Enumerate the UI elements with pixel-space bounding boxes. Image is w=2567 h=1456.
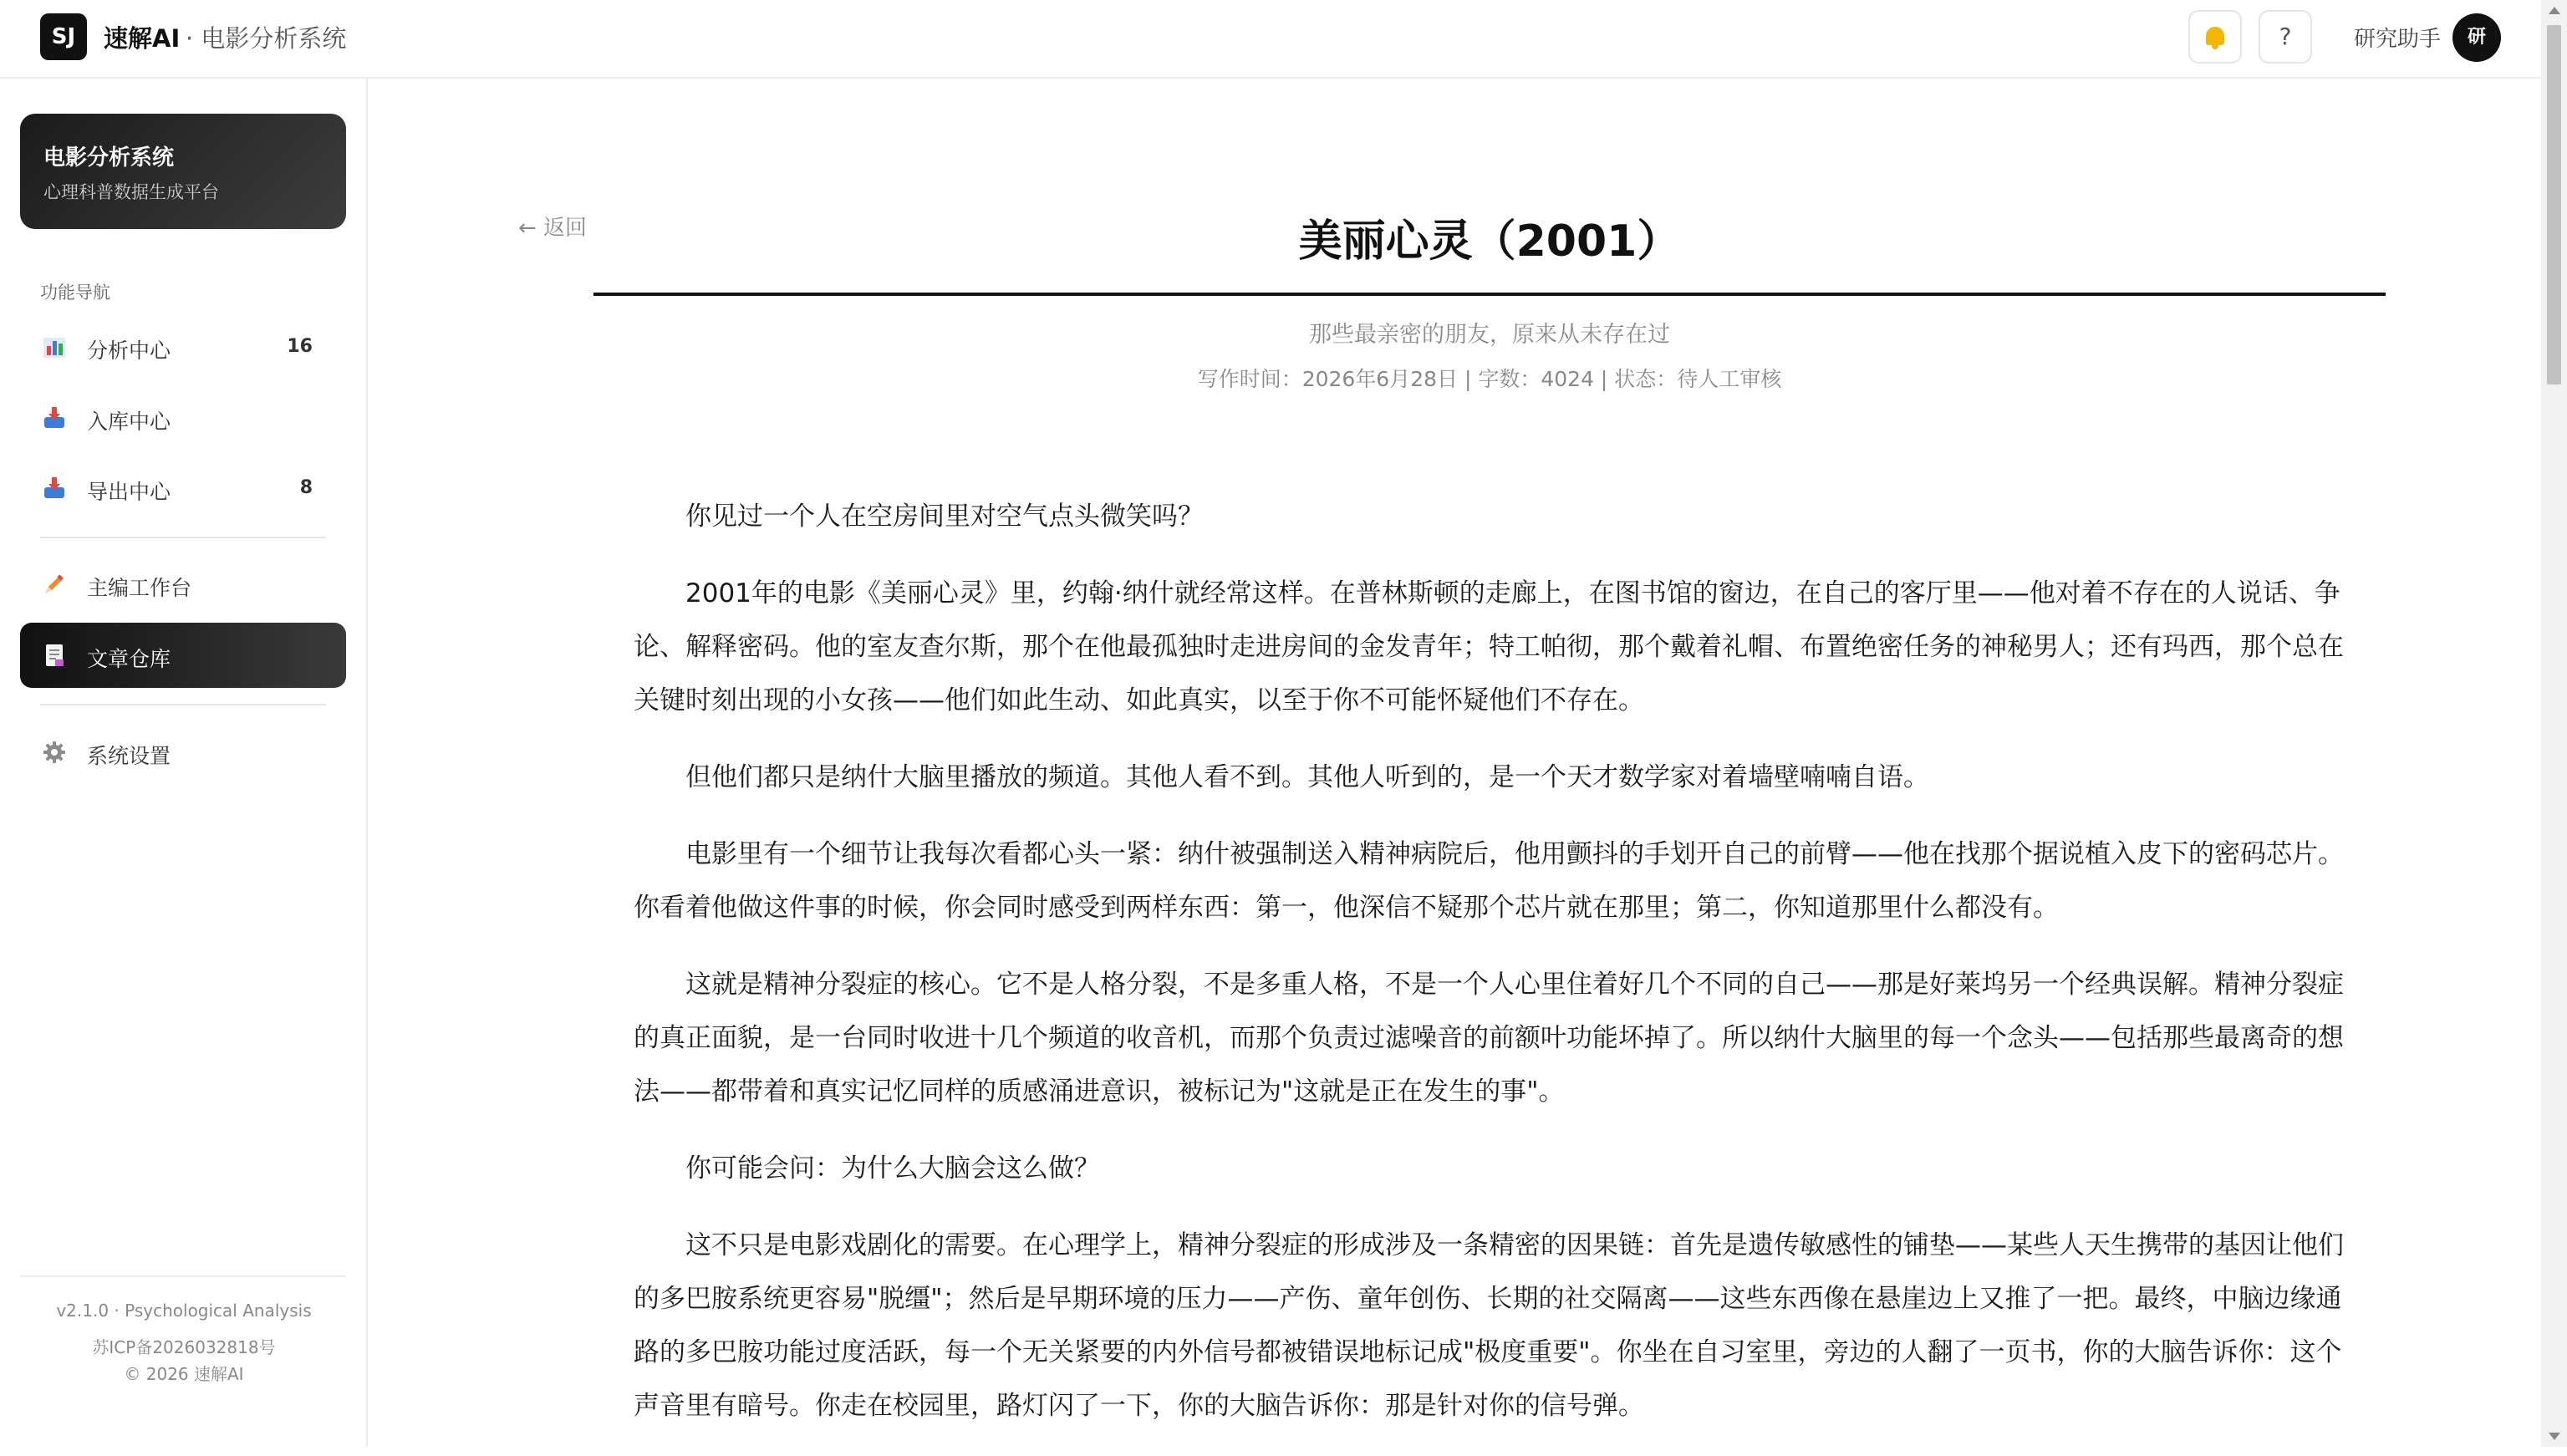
back-link[interactable]: ← 返回 [518,216,588,241]
brand-logo[interactable]: SJ [40,13,87,60]
brand-subtitle: · 电影分析系统 [186,24,347,53]
gear-icon [42,740,67,765]
copyright-text: © 2026 速解AI [124,1364,244,1384]
article-body [634,490,2347,1456]
sidebar-item-inbox[interactable] [20,385,346,451]
item-count-badge: 16 [287,336,313,357]
article-paragraph: 你可能会问：为什么大脑会这么做？ [685,1153,1100,1184]
system-card[interactable] [20,114,346,229]
sidebar-item-label: 系统设置 [87,744,171,768]
pencil-icon [42,572,67,597]
nav-section-label: 功能导航 [40,283,110,303]
sidebar-item-articles[interactable] [20,623,346,688]
bar-chart-icon [42,334,67,359]
article-paragraph: 电影里有一个细节让我每次看都心头一紧：纳什被强制送入精神病院后，他用颤抖的手划开自己的前臂——他在找那个据说植入皮下的密码芯片。你看着他做这件事的时候，你会同时感受到两样东西：第一，他深信不疑那个芯片就在那里；第二，你知道那里什么都没有。 [634,839,2344,923]
scroll-up-icon[interactable] [2549,7,2560,14]
sidebar-item-label: 导出中心 [87,480,171,504]
avatar[interactable]: 研 [2452,13,2501,62]
system-title: 电影分析系统 [43,145,175,171]
sidebar-item-label: 文章仓库 [87,647,171,671]
article-subtitle: 那些最亲密的朋友，原来从未存在过 [1309,322,1670,348]
article-paragraph: 你见过一个人在空房间里对空气点头微笑吗？ [685,501,1204,532]
article-meta: 写作时间：2026年6月28日 | 字数：4024 | 状态：待人工审核 [1197,367,1782,391]
article-paragraph: 这就是精神分裂症的核心。它不是人格分裂，不是多重人格，不是一个人心里住着好几个不同的自己——那是好莱坞另一个经典误解。精神分裂症的真正面貌，是一台同时收进十几个频道的收音机，而那个负责过滤噪音的前额叶功能坏掉了。所以纳什大脑里的每一个念头——包括那些最离奇的想法——都带着和真实记忆同样的质感涌进意识，被标记为"这就是正在发生的事"。 [634,970,2344,1107]
help-button[interactable] [2259,10,2312,64]
sidebar-item-label: 主编工作台 [87,576,192,600]
top-bar [0,0,2541,79]
title-divider [593,293,2386,296]
sidebar-item-analysis[interactable] [20,314,346,379]
sidebar-item-label: 分析中心 [87,339,171,363]
question-icon: ? [2279,23,2292,50]
notification-button[interactable] [2188,10,2242,64]
sidebar-item-editor[interactable] [20,552,346,617]
brand-name[interactable]: 速解AI [104,24,181,53]
bell-icon [2206,27,2224,45]
article-paragraph: 这不只是电影戏剧化的需要。在心理学上，精神分裂症的形成涉及一条精密的因果链：首先是遗传敏感性的铺垫——某些人天生携带的基因让他们的多巴胺系统更容易"脱缰"；然后是早期环境的压力——产伤、童年创伤、长期的社交隔离——这些东西像在悬崖边上又推了一把。最终，中脑边缘通路的多巴胺功能过度活跃，每一个无关紧要的内外信号都被错误地标记成"极度重要"。你坐在自习室里，旁边的人翻了一页书，你的大脑告诉你：这个声音里有暗号。你走在校园里，路灯闪了一下，你的大脑告诉你：那是针对你的信号弹。 [634,1230,2344,1421]
system-subtitle: 心理科普数据生成平台 [43,182,219,202]
user-name[interactable]: 研究助手 [2354,27,2442,52]
page-scrollbar[interactable] [2541,0,2567,1447]
scroll-down-icon[interactable] [2549,1433,2560,1440]
scroll-thumb[interactable] [2547,25,2561,384]
nav-divider [40,704,326,705]
sidebar-item-settings[interactable] [20,720,346,785]
icp-link[interactable]: 苏ICP备2026032818号 [92,1337,276,1357]
version-text: v2.1.0 · Psychological Analysis [56,1301,312,1321]
page-title: 美丽心灵（2001） [1298,216,1681,267]
document-icon [42,643,67,668]
sidebar [0,79,368,1447]
article-paragraph: 2001年的电影《美丽心灵》里，约翰·纳什就经常这样。在普林斯顿的走廊上，在图书馆的窗边，在自己的客厅里——他对着不存在的人说话、争论、解释密码。他的室友查尔斯，那个在他最孤独时走进房间的金发青年；特工帕彻，那个戴着礼帽、布置绝密任务的神秘男人；还有玛西，那个总在关键时刻出现的小女孩——他们如此生动、如此真实，以至于你不可能怀疑他们不存在。 [634,578,2344,715]
sidebar-item-label: 入库中心 [87,410,171,434]
nav-divider [40,537,326,538]
item-count-badge: 8 [299,477,313,498]
export-icon [43,476,65,499]
inbox-icon [43,405,65,429]
footer-divider [20,1275,346,1277]
article-paragraph: 但他们都只是纳什大脑里播放的频道。其他人看不到。其他人听到的，是一个天才数学家对着墙壁喃喃自语。 [685,762,1929,792]
sidebar-item-export[interactable] [20,456,346,521]
